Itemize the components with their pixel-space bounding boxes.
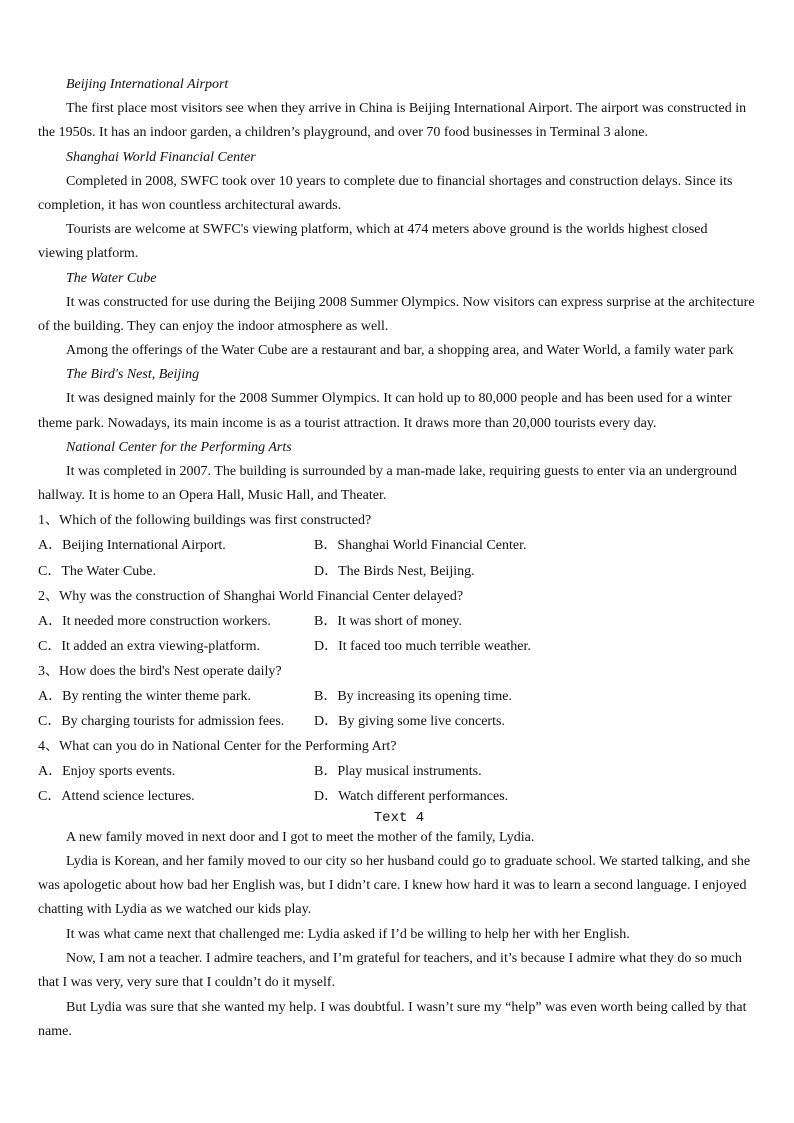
answer-option: A．Enjoy sports events.: [38, 764, 176, 780]
paragraph-line: completion, it has won countless architectural awards.: [38, 197, 342, 213]
paragraph-line: Lydia is Korean, and her family moved to our city so her husband could go to graduate school. We started talking, and she: [66, 853, 751, 869]
paragraph-line: name.: [38, 1023, 72, 1039]
answer-option: B．Shanghai World Financial Center.: [314, 538, 527, 554]
paragraph-line: of the building. They can enjoy the indoor atmosphere as well.: [38, 318, 389, 334]
section-title: Beijing International Airport: [66, 77, 229, 92]
option-row: [38, 759, 760, 784]
paragraph-line: But Lydia was sure that she wanted my help. I was doubtful. I wasn’t sure my “help” was even worth being called by that: [66, 999, 747, 1015]
paragraph-line: It was what came next that challenged me: Lydia asked if I’d be willing to help her with her English.: [66, 926, 630, 942]
paragraph-line: Tourists are welcome at SWFC's viewing platform, which at 474 meters above ground is the worlds highest closed: [66, 222, 708, 238]
answer-option: C．Attend science lectures.: [38, 789, 195, 805]
option-row: [38, 634, 760, 659]
answer-option: D．It faced too much terrible weather.: [314, 638, 531, 654]
paragraph-line: The first place most visitors see when they arrive in China is Beijing International Airport. The airport was constructed in: [66, 101, 747, 117]
question-stem: 4、What can you do in National Center for the Performing Art?: [38, 739, 397, 755]
paragraph-line: theme park. Nowadays, its main income is as a tourist attraction. It draws more than 20,000 tourists every day.: [38, 415, 657, 431]
question-stem: 3、How does the bird's Nest operate daily?: [38, 663, 282, 679]
paragraph-line: Among the offerings of the Water Cube are a restaurant and bar, a shopping area, and Water World, a family water park: [66, 343, 734, 359]
section-title: Shanghai World Financial Center: [66, 149, 256, 165]
paragraph-line: the 1950s. It has an indoor garden, a children’s playground, and over 70 food businesses in Terminal 3 alone.: [38, 125, 648, 141]
paragraph-line: Now, I am not a teacher. I admire teachers, and I’m grateful for teachers, and it’s because I admire what they do so much: [66, 950, 742, 966]
answer-option: D．By giving some live concerts.: [314, 714, 505, 730]
paragraph-line: that I was very, very sure that I couldn’t do it myself.: [38, 975, 336, 991]
answer-option: A．It needed more construction workers.: [38, 613, 271, 629]
paragraph-line: hallway. It is home to an Opera Hall, Music Hall, and Theater.: [38, 488, 387, 504]
text4-passage: [38, 826, 760, 1045]
section-title: The Bird's Nest, Beijing: [66, 367, 200, 383]
question-list: [38, 508, 760, 809]
option-row: [38, 609, 760, 634]
paragraph-line: was apologetic about how bad her English was, but I didn’t care. I knew how hard it was to learn a second language. I enjoyed: [38, 878, 747, 894]
text4-heading: Text 4: [373, 809, 425, 826]
question-stem: 2、Why was the construction of Shanghai World Financial Center delayed?: [38, 588, 464, 604]
reading-passage: [38, 73, 760, 508]
paragraph-line: It was completed in 2007. The building is surrounded by a man-made lake, requiring guests to enter via an underground: [66, 464, 737, 479]
answer-option: B．Play musical instruments.: [314, 764, 482, 780]
option-row: [38, 533, 760, 558]
paragraph-line: chatting with Lydia as we watched our kids play.: [38, 902, 312, 918]
paragraph-line: Completed in 2008, SWFC took over 10 years to complete due to financial shortages and construction delays. Since its: [66, 173, 733, 189]
option-row: [38, 684, 760, 709]
answer-option: A．By renting the winter theme park.: [38, 689, 252, 705]
answer-option: C．The Water Cube.: [38, 563, 156, 579]
paragraph-line: viewing platform.: [38, 246, 139, 262]
paragraph-line: It was designed mainly for the 2008 Summer Olympics. It can hold up to 80,000 people and has been used for a winter: [66, 391, 732, 407]
answer-option: D．The Birds Nest, Beijing.: [314, 563, 475, 579]
answer-option: C．It added an extra viewing-platform.: [38, 638, 260, 654]
option-row: [38, 559, 760, 584]
question-stem: 1、Which of the following buildings was first constructed?: [38, 513, 372, 529]
option-row: [38, 784, 760, 809]
answer-option: C．By charging tourists for admission fees.: [38, 714, 285, 730]
answer-option: A．Beijing International Airport.: [38, 538, 226, 554]
answer-option: B．By increasing its opening time.: [314, 689, 512, 705]
option-row: [38, 709, 760, 734]
paragraph-line: It was constructed for use during the Beijing 2008 Summer Olympics. Now visitors can express surprise at the architecture: [66, 294, 755, 310]
paragraph-line: A new family moved in next door and I got to meet the mother of the family, Lydia.: [66, 829, 535, 845]
answer-option: D．Watch different performances.: [314, 789, 509, 805]
document-page: [38, 73, 760, 1044]
section-title: The Water Cube: [66, 270, 157, 286]
section-title: National Center for the Performing Arts: [66, 439, 292, 455]
answer-option: B．It was short of money.: [314, 613, 463, 629]
